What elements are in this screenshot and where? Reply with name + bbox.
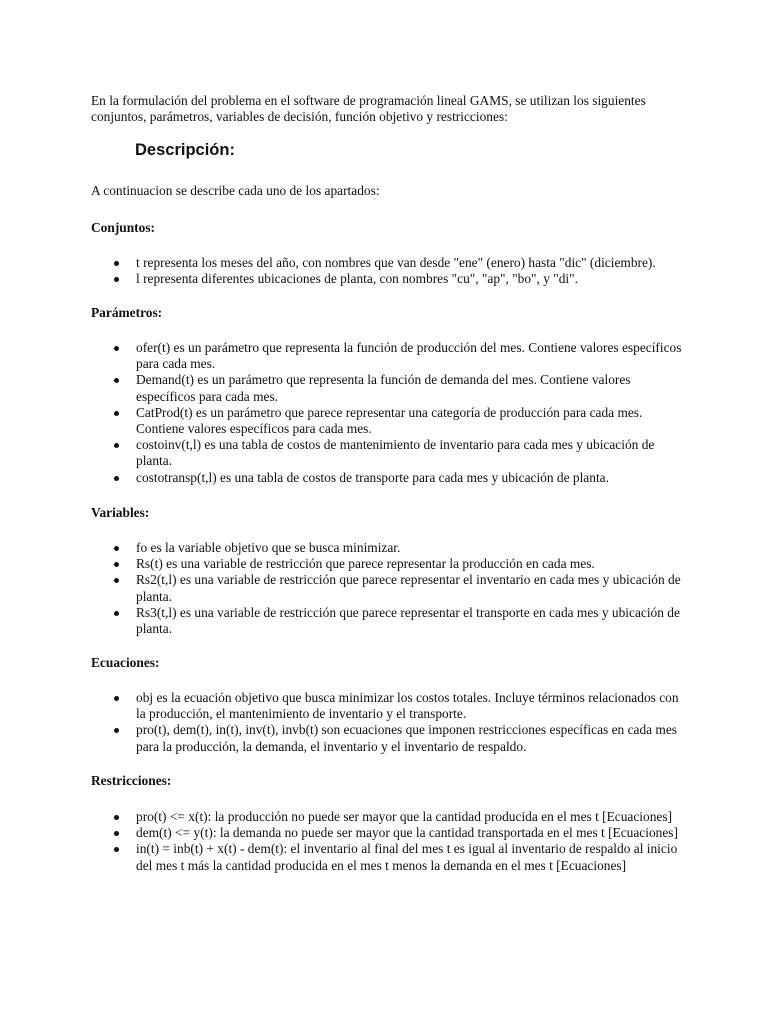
list-item-text: Demand(t) es un parámetro que representa la función de demanda del mes. Contiene valores específicos para cada mes.	[136, 372, 631, 404]
list-item-text: pro(t) <= x(t): la producción no puede ser mayor que la cantidad producida en el mes t [Ecuaciones]	[136, 809, 673, 824]
list-ecuaciones	[91, 690, 683, 755]
list-item	[91, 405, 683, 437]
bullet-icon	[114, 261, 119, 266]
list-item	[91, 470, 683, 486]
list-item-text: Rs(t) es una variable de restricción que parece representar la producción en cada mes.	[136, 556, 595, 572]
bullet-icon	[114, 443, 119, 448]
list-item	[91, 437, 683, 469]
list-item-text: fo es la variable objetivo que se busca minimizar.	[136, 540, 401, 555]
list-item-text: pro(t), dem(t), in(t), inv(t), invb(t) son ecuaciones que imponen restricciones específicas en cada mes para la producción, la demanda, el inventario y el inventario de respaldo.	[136, 722, 678, 754]
description-heading: Descripción:	[135, 141, 235, 159]
list-item	[91, 572, 683, 604]
bullet-icon	[114, 562, 119, 567]
bullet-icon	[114, 277, 119, 282]
intro-paragraph: En la formulación del problema en el software de programación lineal GAMS, se utilizan los siguientes conjuntos, parámetros, variables de decisión, función objetivo y restricciones:	[91, 93, 646, 125]
list-item-text: Rs3(t,l) es una variable de restricción que parece representar el transporte en cada mes y ubicación de planta.	[136, 604, 680, 637]
list-item	[91, 340, 683, 372]
list-item-text: costotransp(t,l) es una tabla de costos de transporte para cada mes y ubicación de planta.	[136, 469, 609, 485]
list-item	[91, 690, 683, 722]
bullet-icon	[114, 611, 119, 616]
list-item	[91, 722, 683, 754]
list-item	[91, 809, 683, 825]
bullet-icon	[114, 815, 119, 820]
list-parametros	[91, 340, 683, 486]
bullet-icon	[114, 411, 119, 416]
list-item-text: obj es la ecuación objetivo que busca minimizar los costos totales. Incluye términos relacionados con la producción, el mantenimiento de inventario y el transporte.	[136, 690, 679, 722]
list-item	[91, 556, 683, 572]
list-item	[91, 605, 683, 637]
list-restricciones	[91, 809, 683, 874]
section-title-conjuntos: Conjuntos:	[91, 220, 155, 235]
list-item-text: Rs2(t,l) es una variable de restricción que parece representar el inventario en cada mes y ubicación de planta.	[136, 572, 681, 604]
list-item-text: in(t) = inb(t) + x(t) - dem(t): el inventario al final del mes t es igual al inventario de respaldo al inicio del mes t más la cantidad producida en el mes t menos la demanda en el mes t [Ecuaciones]	[136, 841, 678, 873]
list-item-text: l representa diferentes ubicaciones de planta, con nombres "cu", "ap", "bo", y "di".	[136, 271, 578, 287]
list-item-text: CatProd(t) es un parámetro que parece representar una categoría de producción para cada mes. Contiene valores específicos para cada mes.	[136, 404, 643, 437]
list-variables	[91, 540, 683, 637]
bullet-icon	[114, 546, 119, 551]
list-item-text: ofer(t) es un parámetro que representa la función de producción del mes. Contiene valores específicos para cada mes.	[136, 340, 682, 372]
list-item	[91, 271, 683, 287]
section-title-ecuaciones: Ecuaciones:	[91, 655, 160, 670]
bullet-icon	[114, 346, 119, 351]
lead-paragraph: A continuacion se describe cada uno de los apartados:	[91, 183, 380, 198]
section-title-parametros: Parámetros:	[91, 305, 163, 320]
list-item-text: t representa los meses del año, con nombres que van desde "ene" (enero) hasta "dic" (diciembre).	[136, 255, 656, 270]
bullet-icon	[114, 696, 119, 701]
bullet-icon	[114, 578, 119, 583]
list-item	[91, 825, 683, 841]
list-item	[91, 372, 683, 404]
bullet-icon	[114, 476, 119, 481]
bullet-icon	[114, 378, 119, 383]
list-item	[91, 255, 683, 271]
list-conjuntos	[91, 255, 683, 287]
section-title-restricciones: Restricciones:	[91, 773, 172, 788]
list-item	[91, 540, 683, 556]
bullet-icon	[114, 847, 119, 852]
bullet-icon	[114, 728, 119, 733]
list-item-text: costoinv(t,l) es una tabla de costos de mantenimiento de inventario para cada mes y ubicación de planta.	[136, 437, 655, 469]
bullet-icon	[114, 831, 119, 836]
list-item	[91, 841, 683, 873]
section-title-variables: Variables:	[91, 505, 150, 520]
list-item-text: dem(t) <= y(t): la demanda no puede ser mayor que la cantidad transportada en el mes t [Ecuaciones]	[136, 825, 678, 841]
